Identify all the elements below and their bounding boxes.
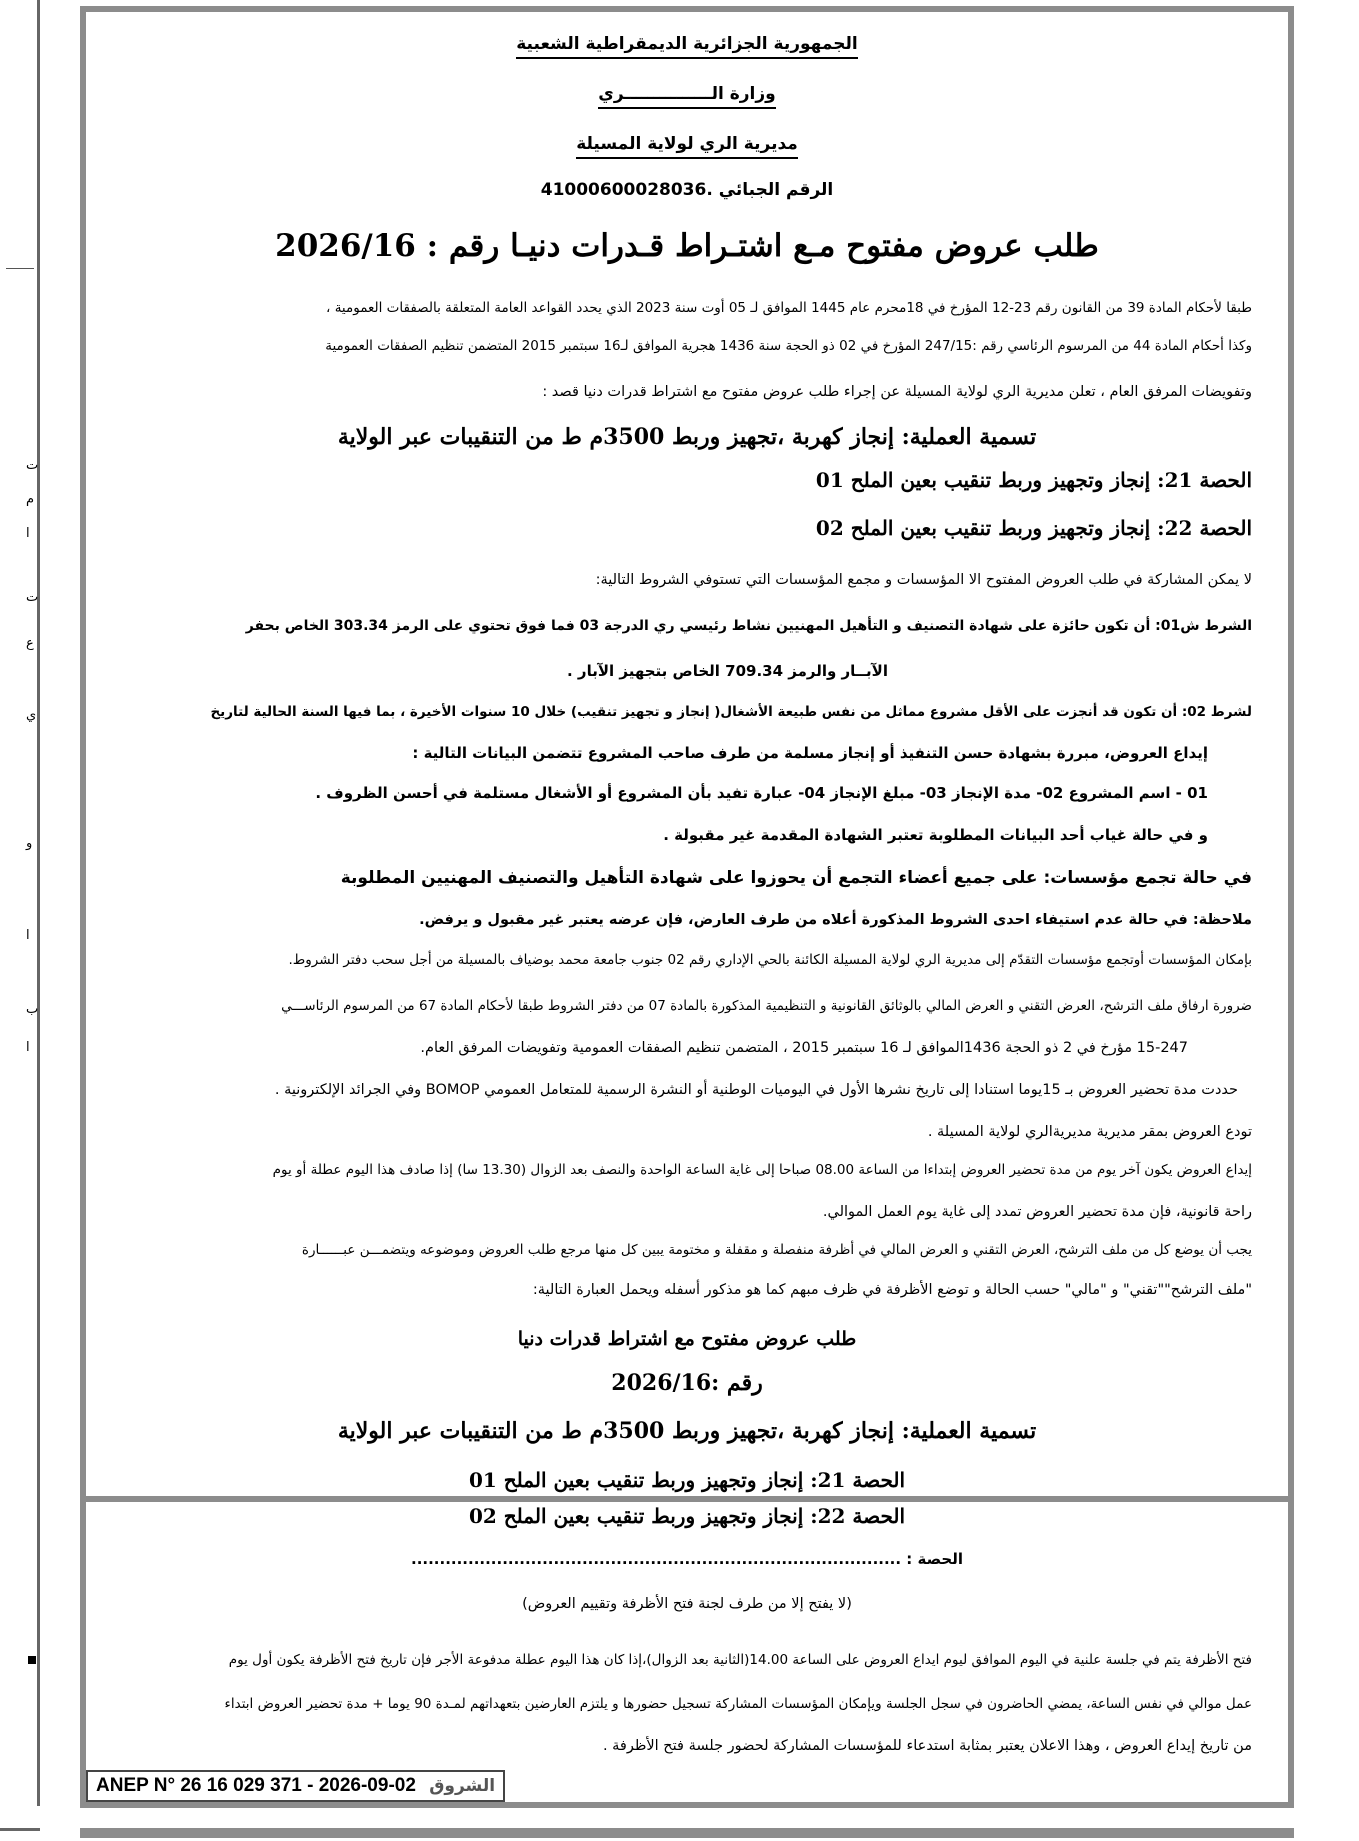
condition-1-cont: الآبــار والرمز 709.34 الخاص بتجهيز الآبار . xyxy=(567,662,888,680)
paragraph: بإمكان المؤسسات أوتجمع مؤسسات التقدّم إلى مديرية الري لولاية المسيلة الكائنة بالحي الإداري رقم 02 جنوب جامعة محمد بوضياف بالمسيلة من أجل سحب دفتر الشروط. xyxy=(288,952,1252,968)
anep-reference xyxy=(86,1770,505,1802)
envelope-do-not-open: (لا يفتح إلا من طرف لجنة فتح الأظرفة وتقييم العروض) xyxy=(522,1596,852,1612)
paragraph: حددت مدة تحضير العروض بـ 15يوما استنادا إلى تاريخ نشرها الأول في اليوميات الوطنية أو النشرة الرسمية للمتعامل العمومي BOMOP وفي الجرائد الإلكترونية . xyxy=(274,1082,1238,1098)
adjacent-column-strip xyxy=(0,0,40,1806)
paragraph: "ملف الترشح""تقني" و "مالي" حسب الحالة و توضع الأظرفة في ظرف مبهم كما هو مذكور أسفله ويحمل العبارة التالية: xyxy=(532,1282,1252,1298)
next-notice-border xyxy=(80,1828,1294,1838)
envelope-lot-22: الحصة 22: إنجاز وتجهيز وربط تنقيب بعين الملح 02 xyxy=(468,1504,906,1528)
margin-fragment: ع xyxy=(26,636,34,651)
margin-fragment: م xyxy=(26,492,35,507)
margin-fragment: ا xyxy=(26,1040,30,1055)
condition-2-cont: إيداع العروض، مبررة بشهادة حسن التنفيذ أو إنجاز مسلمة من طرف صاحب المشروع تتضمن البيانات التالية : xyxy=(412,744,1208,762)
envelope-lot-21: الحصة 21: إنجاز وتجهيز وربط تنقيب بعين الملح 01 xyxy=(468,1468,906,1492)
ministry-header: وزارة الـــــــــــــــري xyxy=(86,84,1288,104)
notice-title: طلب عروض مفتوح مـع اشتـراط قـدرات دنيـا رقم : 2026/16 xyxy=(275,228,1099,264)
margin-fragment: و xyxy=(26,836,33,851)
envelope-line-1: طلب عروض مفتوح مع اشتراط قدرات دنيا xyxy=(517,1328,857,1350)
tender-notice-continued xyxy=(80,1502,1294,1808)
margin-fragment: ي xyxy=(26,708,37,723)
intro-line: وكذا أحكام المادة 44 من المرسوم الرئاسي رقم :247/15 المؤرخ في 02 ذو الحجة سنة 1436 هجرية الموافق لـ16 سبتمبر 2015 المتضمن تنظيم الصفقات العمومية xyxy=(325,338,1252,354)
paragraph: إيداع العروض يكون آخر يوم من مدة تحضير العروض إبتداءا من الساعة 08.00 صباحا إلى غاية الساعة الواحدة والنصف بعد الزوال (13.30 سا) إذا صادف هذا اليوم عطلة أو يوم xyxy=(272,1162,1252,1178)
condition-1: الشرط ش01: أن تكون حائزة على شهادة التصنيف و التأهيل المهنيين نشاط رئيسي ري الدرجة 03 فما فوق تحتوي على الرمز 303.34 الخاص بحفر xyxy=(245,618,1252,634)
paragraph: راحة قانونية، فإن مدة تحضير العروض تمدد إلى غاية يوم العمل الموالي. xyxy=(822,1204,1252,1220)
participation-text: لا يمكن المشاركة في طلب العروض المفتوح الا المؤسسات و مجمع المؤسسات التي تستوفي الشروط التالية: xyxy=(595,572,1252,588)
condition-2-items: 01 - اسم المشروع 02- مدة الإنجاز 03- مبلغ الإنجاز 04- عبارة تفيد بأن المشروع أو الأشغال مستلمة في أحسن الظروف . xyxy=(315,784,1208,802)
margin-fragment: ب xyxy=(26,1002,39,1017)
strip-bottom-border xyxy=(0,1828,40,1841)
closing-line: فتح الأظرفة يتم في جلسة علنية في اليوم الموافق ليوم ايداع العروض على الساعة 14.00(الثانية بعد الزوال)،إذا كان هذا اليوم عطلة مدفوعة الأجر فإن تاريخ فتح الأظرفة يكون أول يوم xyxy=(228,1652,1252,1668)
condition-2: لشرط 02: أن تكون قد أنجزت على الأقل مشروع مماثل من نفس طبيعة الأشغال( إنجاز و تجهيز تنقيب) خلال 10 سنوات الأخيرة ، بما فيها السنة الحالية لتاريخ xyxy=(210,704,1252,720)
lot-21: الحصة 21: إنجاز وتجهيز وربط تنقيب بعين الملح 01 xyxy=(815,468,1252,492)
envelope-operation: تسمية العملية: إنجاز كهربة ،تجهيز وربط 3500م ط من التنقيبات عبر الولاية xyxy=(337,1418,1037,1444)
tax-id: الرقم الجبائي .41000600028036 xyxy=(540,180,834,200)
closing-line: من تاريخ إيداع العروض ، وهذا الاعلان يعتبر بمثابة استدعاء للمؤسسات المشاركة لحضور جلسة فتح الأظرفة . xyxy=(602,1738,1252,1754)
republic-header: الجمهورية الجزائرية الديمقراطية الشعبية xyxy=(86,34,1288,54)
envelope-lot-blank: الحصة : ...................................................................................... xyxy=(411,1550,963,1568)
grouping-condition: في حالة تجمع مؤسسات: على جميع أعضاء التجمع أن يحوزوا على شهادة التأهيل والتصنيف المهنيين المطلوبة xyxy=(340,868,1252,888)
margin-fragment: ت xyxy=(26,458,39,473)
paragraph: ضرورة ارفاق ملف الترشح، العرض التقني و العرض المالي بالوثائق القانونية و التنظيمية المذكورة بالمادة 07 من دفتر الشروط طبقا لأحكام المادة 67 من المرسوم الرئاســـي xyxy=(281,998,1252,1014)
envelope-line-2: رقم :2026/16 xyxy=(611,1370,763,1396)
margin-fragment: ا xyxy=(26,928,30,943)
directorate-header: مديرية الري لولاية المسيلة xyxy=(86,134,1288,154)
margin-fragment: ا xyxy=(26,526,30,541)
intro-line: وتفويضات المرفق العام ، تعلن مديرية الري لولاية المسيلة عن إجراء طلب عروض مفتوح مع اشتراط قدرات دنيا قصد : xyxy=(542,384,1252,400)
newspaper-logo: الشروق xyxy=(429,1776,496,1796)
paragraph: 15-247 مؤرخ في 2 ذو الحجة 1436الموافق لـ 16 سبتمبر 2015 ، المتضمن تنظيم الصفقات العمومية وتفويضات المرفق العام. xyxy=(420,1040,1188,1056)
paragraph: يجب أن يوضع كل من ملف الترشح، العرض التقني و العرض المالي في أظرفة منفصلة و مقفلة و مختومة يبين كل منها مرجع طلب العروض وموضوعه ويتضمـــن عبــــــارة xyxy=(301,1242,1252,1258)
lot-22: الحصة 22: إنجاز وتجهيز وربط تنقيب بعين الملح 02 xyxy=(815,516,1252,540)
strip-divider xyxy=(6,268,34,269)
tender-notice xyxy=(80,6,1294,1502)
strip-bullet xyxy=(28,1656,36,1664)
paragraph: تودع العروض بمقر مديرية مديريةالري لولاية المسيلة . xyxy=(927,1124,1252,1140)
note: ملاحظة: في حالة عدم استيفاء احدى الشروط المذكورة أعلاه من طرف العارض، فإن عرضه يعتبر غير مقبول و يرفض. xyxy=(419,912,1252,928)
margin-fragment: ت xyxy=(26,590,39,605)
anep-number: ANEP N° 26 16 029 371 - 2026-09-02 xyxy=(96,1775,416,1796)
condition-2-note: و في حالة غياب أحد البيانات المطلوبة تعتبر الشهادة المقدمة غير مقبولة . xyxy=(663,826,1208,844)
intro-line: طبقا لأحكام المادة 39 من القانون رقم 23-12 المؤرخ في 18محرم عام 1445 الموافق لـ 05 أوت سنة 2023 الذي يحدد القواعد العامة المتعلقة بالصفقات العمومية ، xyxy=(326,300,1252,316)
operation-title: تسمية العملية: إنجاز كهربة ،تجهيز وربط 3500م ط من التنقيبات عبر الولاية xyxy=(337,424,1037,450)
closing-line: عمل موالي في نفس الساعة، يمضي الحاضرون في سجل الجلسة ويإمكان المؤسسات المشاركة تسجيل حضورها و يلتزم العارضين بتعهداتهم لمـدة 90 يوما + مدة تحضير العروض ابتداء xyxy=(224,1696,1252,1712)
